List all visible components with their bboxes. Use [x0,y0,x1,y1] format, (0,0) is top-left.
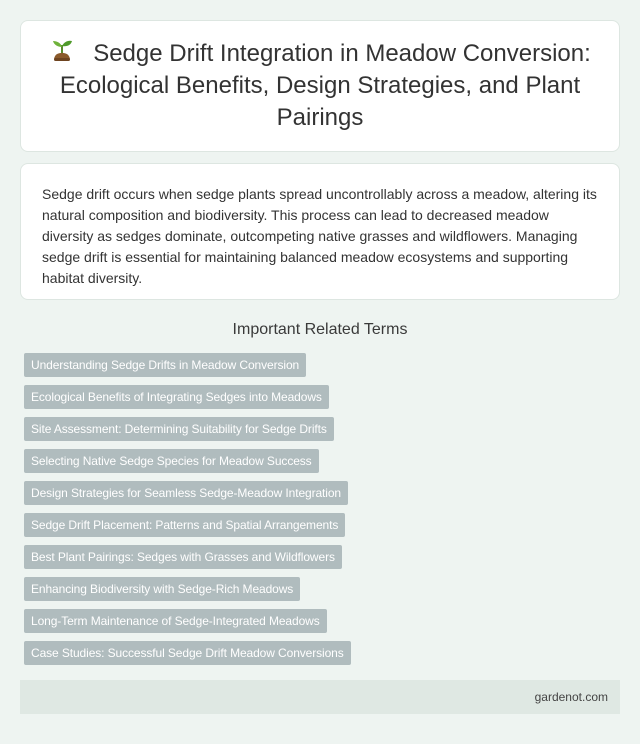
sprout-icon [49,38,75,64]
related-terms-heading: Important Related Terms [232,321,408,338]
intro-paragraph: Sedge drift occurs when sedge plants spread uncontrollably across a meadow, altering its natural composition and biodiversity. This process can lead to decreased meadow diversity as sedges dominate, outcompeting native grasses and wildflowers. Managing sedge drift is essential for maintaining balanced meadow ecosystems and supporting habitat diversity. [42,186,597,286]
related-term-tag[interactable]: Selecting Native Sedge Species for Meadow Success [24,449,319,473]
related-term-tag[interactable]: Long-Term Maintenance of Sedge-Integrated Meadows [24,609,327,633]
related-term-tag[interactable]: Enhancing Biodiversity with Sedge-Rich Meadows [24,577,300,601]
page-title [49,38,591,134]
footer-site-link[interactable]: gardenot.com [534,690,608,704]
page-title-text: Sedge Drift Integration in Meadow Conversion: Ecological Benefits, Design Strategies, and Plant Pairings [59,40,591,131]
related-terms-list [24,353,351,673]
related-term-tag[interactable]: Ecological Benefits of Integrating Sedges into Meadows [24,385,329,409]
related-term-tag[interactable]: Site Assessment: Determining Suitability for Sedge Drifts [24,417,334,441]
footer-bar [20,680,620,714]
related-term-tag[interactable]: Design Strategies for Seamless Sedge-Meadow Integration [24,481,348,505]
related-term-tag[interactable]: Understanding Sedge Drifts in Meadow Conversion [24,353,306,377]
related-term-tag[interactable]: Sedge Drift Placement: Patterns and Spatial Arrangements [24,513,345,537]
related-term-tag[interactable]: Case Studies: Successful Sedge Drift Meadow Conversions [24,641,351,665]
intro-card [20,163,620,300]
related-term-tag[interactable]: Best Plant Pairings: Sedges with Grasses and Wildflowers [24,545,342,569]
title-card [20,20,620,152]
